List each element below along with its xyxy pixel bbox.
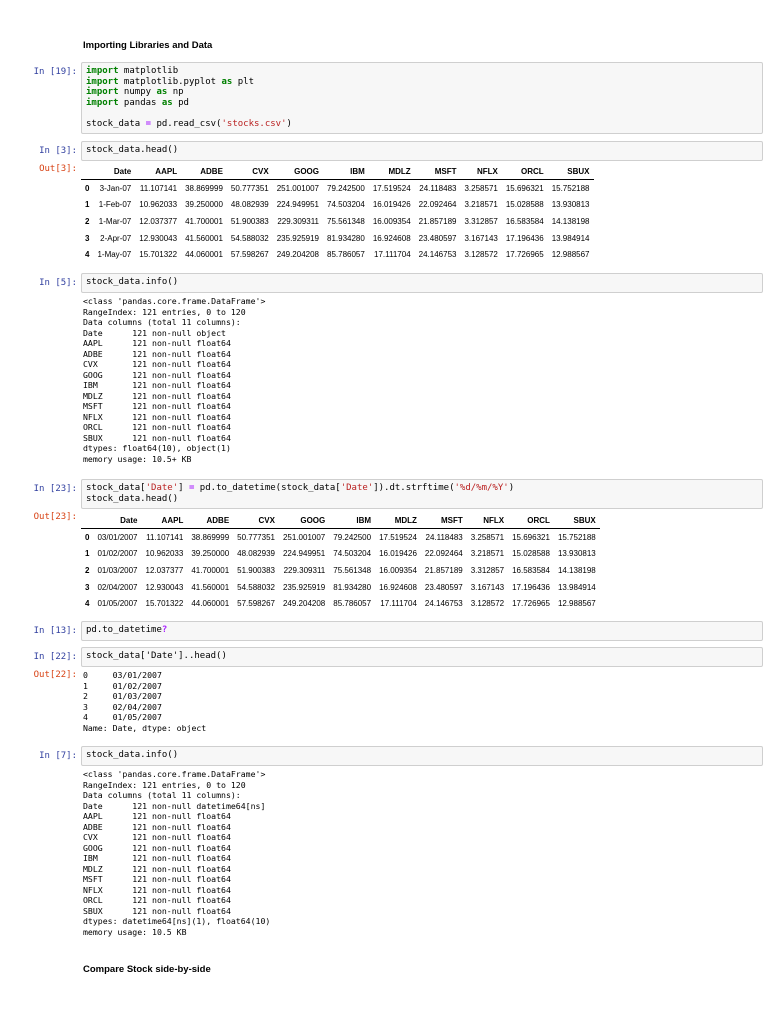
table-cell: 22.092464 [424, 549, 463, 559]
code-editor[interactable]: import matplotlib import matplotlib.pyplot as plt import numpy as np import pandas as pd stock_data = pd.read_csv('stocks.csv') [81, 62, 763, 134]
help-operator: ? [161, 625, 168, 635]
table-row [81, 180, 594, 197]
table-cell: 249.204208 [276, 250, 319, 260]
table-cell: 3.167143 [464, 233, 498, 243]
table-cell: 3.312857 [464, 216, 498, 226]
table-cell: 17.196436 [512, 582, 550, 592]
row-index: 0 [85, 183, 90, 193]
table-cell: 38.869999 [191, 532, 230, 542]
table-cell: 74.503204 [327, 200, 365, 210]
code-text: pd.to_datetime [86, 625, 162, 635]
code-editor[interactable] [81, 621, 763, 641]
column-header: NFLX [460, 163, 501, 180]
table-cell: 12.988567 [551, 250, 590, 260]
table-row [81, 562, 600, 579]
table-cell: 17.111704 [380, 599, 417, 609]
table-row [81, 197, 594, 214]
table-cell: 13.930813 [557, 549, 596, 559]
output-prompt: Out[23]: [33, 512, 77, 522]
column-header: ORCL [502, 163, 548, 180]
code-editor[interactable]: stock_data['Date']..head() [81, 647, 763, 667]
table-cell: 235.925919 [282, 582, 326, 592]
table-cell: 01/02/2007 [97, 549, 138, 559]
table-cell: 16.009354 [379, 565, 417, 575]
table-cell: 21.857189 [418, 216, 457, 226]
table-row [81, 213, 594, 230]
table-cell: 17.726965 [505, 250, 544, 260]
table-cell: 16.924608 [379, 582, 417, 592]
table-cell: 44.060001 [185, 250, 223, 260]
table-cell: 02/04/2007 [97, 582, 138, 592]
row-index: 4 [85, 599, 90, 609]
table-cell: 12.988567 [557, 599, 596, 609]
table-cell: 57.598267 [230, 250, 269, 260]
table-cell: 1-May-07 [97, 250, 132, 260]
table-cell: 11.107141 [146, 532, 184, 542]
row-index: 4 [85, 250, 90, 260]
column-header: MSFT [421, 512, 467, 529]
row-index: 1 [85, 200, 90, 210]
column-header: Date [93, 163, 135, 180]
code-editor[interactable]: stock_data['Date'] = pd.to_datetime(stock_data['Date']).dt.strftime('%d/%m/%Y') stock_data.head() [81, 479, 763, 509]
code-editor[interactable]: stock_data.info() [81, 273, 763, 293]
code-editor[interactable]: stock_data.info() [81, 746, 763, 766]
table-cell: 22.092464 [418, 200, 457, 210]
table-cell: 24.146753 [424, 599, 463, 609]
output-prompt: Out[3]: [39, 164, 77, 174]
table-cell: 15.701322 [139, 250, 178, 260]
input-prompt: In [22]: [33, 652, 77, 662]
table-cell: 51.900383 [230, 216, 269, 226]
table-cell: 3.258571 [470, 532, 505, 542]
table-cell: 24.118483 [419, 183, 457, 193]
column-header: IBM [323, 163, 369, 180]
table-cell: 41.560001 [185, 233, 223, 243]
table-cell: 41.700001 [191, 565, 230, 575]
column-header: AAPL [135, 163, 181, 180]
column-header: GOOG [279, 512, 329, 529]
section-heading-compare: Compare Stock side-by-side [83, 964, 211, 975]
input-prompt: In [7]: [39, 751, 77, 761]
table-cell: 74.503204 [333, 549, 372, 559]
row-index: 1 [85, 549, 90, 559]
table-cell: 41.700001 [185, 216, 223, 226]
table-cell: 16.009354 [372, 216, 411, 226]
table-cell: 249.204208 [282, 599, 326, 609]
table-cell: 1-Mar-07 [98, 216, 132, 226]
table-cell: 44.060001 [191, 599, 230, 609]
table-cell: 17.196436 [505, 233, 544, 243]
table-cell: 16.924608 [372, 233, 411, 243]
table-cell: 3.312857 [470, 565, 505, 575]
table-cell: 17.111704 [374, 250, 411, 260]
table-cell: 2-Apr-07 [100, 233, 132, 243]
table-cell: 15.752188 [551, 183, 590, 193]
input-prompt: In [23]: [33, 484, 77, 494]
table-cell: 13.930813 [551, 200, 590, 210]
row-index: 3 [85, 233, 90, 243]
column-header: CVX [227, 163, 273, 180]
section-heading-import: Importing Libraries and Data [83, 40, 213, 51]
table-cell: 11.107141 [139, 183, 178, 193]
table-cell: 224.949951 [276, 200, 319, 210]
table-cell: 50.777351 [237, 532, 275, 542]
table-cell: 48.082939 [230, 200, 269, 210]
column-header: ADBE [187, 512, 233, 529]
column-header: ORCL [508, 512, 554, 529]
table-cell: 15.701322 [145, 599, 184, 609]
column-header: SBUX [548, 163, 594, 180]
table-row [81, 595, 600, 612]
table-cell: 23.480597 [418, 233, 457, 243]
table-row [81, 579, 600, 596]
table-cell: 81.934280 [327, 233, 365, 243]
row-index: 2 [85, 565, 90, 575]
table-cell: 38.869999 [185, 183, 223, 193]
table-cell: 10.962033 [139, 200, 178, 210]
table-cell: 14.138198 [551, 216, 590, 226]
input-prompt: In [3]: [39, 146, 77, 156]
info-output-1: <class 'pandas.core.frame.DataFrame'> RangeIndex: 121 entries, 0 to 120 Data columns (total 11 columns): Date 121 non-null object AAPL 121 non-null float64 ADBE 121 non-null float64 CVX 121 non-null float64 GOOG 121 non-null float64 IBM 121 non-null float64 MDLZ 121 non-null float64 MSFT 121 non-null float64 NFLX 121 non-null float64 ORCL 121 non-null float64 SBUX 121 non-null float64 dtypes: float64(10), object(1) memory usage: 10.5+ KB [83, 296, 266, 464]
table-cell: 24.118483 [425, 532, 463, 542]
table-cell: 235.925919 [276, 233, 319, 243]
column-header: NFLX [467, 512, 508, 529]
table-cell: 17.726965 [512, 599, 550, 609]
table-cell: 15.752188 [557, 532, 596, 542]
table-cell: 79.242500 [327, 183, 365, 193]
table-row [81, 546, 600, 563]
column-header: MDLZ [375, 512, 421, 529]
table-cell: 57.598267 [237, 599, 275, 609]
table-cell: 15.696321 [512, 532, 550, 542]
table-cell: 39.250000 [185, 200, 223, 210]
dataframe-table-2 [81, 512, 600, 612]
row-index: 0 [85, 532, 90, 542]
table-cell: 01/05/2007 [97, 599, 138, 609]
table-cell: 23.480597 [424, 582, 463, 592]
code-editor[interactable]: stock_data.head() [81, 141, 763, 161]
table-cell: 12.037377 [139, 216, 178, 226]
table-cell: 85.786057 [333, 599, 372, 609]
table-cell: 54.588032 [237, 582, 275, 592]
row-index: 2 [85, 216, 90, 226]
table-cell: 16.019426 [372, 200, 411, 210]
table-cell: 50.777351 [230, 183, 269, 193]
column-header: GOOG [273, 163, 323, 180]
table-cell: 15.028588 [512, 549, 550, 559]
table-cell: 85.786057 [327, 250, 365, 260]
column-header: IBM [329, 512, 375, 529]
table-cell: 21.857189 [424, 565, 463, 575]
table-cell: 224.949951 [282, 549, 326, 559]
table-cell: 16.583584 [512, 565, 550, 575]
table-cell: 229.309311 [277, 216, 319, 226]
table-cell: 16.583584 [505, 216, 544, 226]
table-cell: 41.560001 [191, 582, 230, 592]
table-cell: 1-Feb-07 [98, 200, 132, 210]
table-cell: 12.037377 [145, 565, 184, 575]
output-prompt: Out[22]: [33, 670, 77, 680]
dataframe-table-1 [81, 163, 594, 263]
table-cell: 12.930043 [145, 582, 184, 592]
column-header: MDLZ [369, 163, 415, 180]
table-cell: 51.900383 [237, 565, 275, 575]
table-cell: 13.984914 [551, 233, 590, 243]
column-header: SBUX [554, 512, 600, 529]
table-cell: 3.167143 [470, 582, 505, 592]
table-cell: 15.028588 [505, 200, 544, 210]
table-cell: 17.519524 [379, 532, 417, 542]
table-cell: 3.258571 [464, 183, 498, 193]
table-cell: 01/03/2007 [97, 565, 138, 575]
row-index: 3 [85, 582, 90, 592]
column-header: Date [93, 512, 141, 529]
code-line-2: stock_data.head() [86, 493, 179, 504]
column-header: ADBE [181, 163, 227, 180]
column-header: AAPL [142, 512, 188, 529]
table-cell: 10.962033 [145, 549, 184, 559]
table-cell: 48.082939 [237, 549, 275, 559]
table-cell: 81.934280 [333, 582, 372, 592]
table-cell: 3.218571 [464, 200, 498, 210]
table-cell: 3.128572 [470, 599, 505, 609]
table-cell: 3.218571 [470, 549, 505, 559]
table-cell: 17.519524 [372, 183, 411, 193]
info-output-2: <class 'pandas.core.frame.DataFrame'> RangeIndex: 121 entries, 0 to 120 Data columns (total 11 columns): Date 121 non-null datetime64[ns] AAPL 121 non-null float64 ADBE 121 non-null float64 CVX 121 non-null float64 GOOG 121 non-null float64 IBM 121 non-null float64 MDLZ 121 non-null float64 MSFT 121 non-null float64 NFLX 121 non-null float64 ORCL 121 non-null float64 SBUX 121 non-null float64 dtypes: datetime64[ns](1), float64(10) memory usage: 10.5 KB [83, 769, 271, 937]
table-row [81, 246, 594, 263]
table-cell: 39.250000 [191, 549, 230, 559]
table-cell: 12.930043 [139, 233, 178, 243]
table-cell: 14.138198 [557, 565, 596, 575]
column-header [81, 512, 93, 529]
table-cell: 15.696321 [505, 183, 544, 193]
table-cell: 3.128572 [464, 250, 498, 260]
table-cell: 75.561348 [327, 216, 365, 226]
table-cell: 79.242500 [333, 532, 372, 542]
table-cell: 75.561348 [333, 565, 372, 575]
table-cell: 54.588032 [230, 233, 269, 243]
column-header: CVX [233, 512, 279, 529]
input-prompt: In [19]: [33, 67, 77, 77]
table-cell: 3-Jan-07 [99, 183, 132, 193]
table-header-row [81, 163, 594, 180]
table-cell: 13.984914 [557, 582, 596, 592]
series-output: 0 03/01/2007 1 01/02/2007 2 01/03/2007 3 02/04/2007 4 01/05/2007 Name: Date, dtype: object [83, 670, 207, 733]
table-header-row [81, 512, 600, 529]
table-row [81, 230, 594, 247]
table-cell: 229.309311 [283, 565, 326, 575]
input-prompt: In [5]: [39, 278, 77, 288]
table-cell: 24.146753 [418, 250, 457, 260]
table-cell: 16.019426 [379, 549, 417, 559]
input-prompt: In [13]: [33, 626, 77, 636]
table-cell: 251.001007 [282, 532, 326, 542]
column-header [81, 163, 93, 180]
table-cell: 03/01/2007 [97, 532, 138, 542]
table-cell: 251.001007 [276, 183, 319, 193]
table-row [81, 529, 600, 546]
column-header: MSFT [415, 163, 461, 180]
